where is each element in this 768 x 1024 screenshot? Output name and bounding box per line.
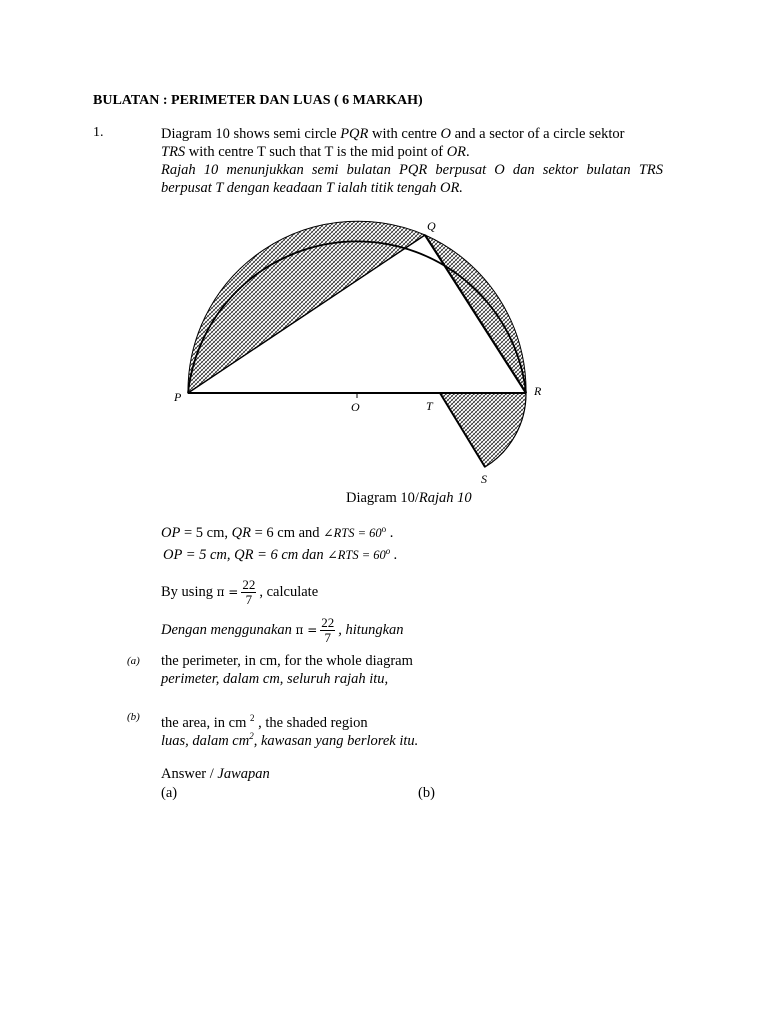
- intro-english: Diagram 10 shows semi circle PQR with centre O and a sector of a circle sektor TRS with centre T such that T is the mid point of OR.: [161, 126, 625, 160]
- intro-malay: Rajah 10 menunjukkan semi bulatan PQR berpusat O dan sektor bulatan TRS berpusat T dengan keadaan T ialah titik tengah OR.: [161, 162, 663, 196]
- shaded-sector-trs: [440, 393, 526, 467]
- answer-part-b: (b): [418, 785, 435, 801]
- given-malay: OP = 5 cm, QR = 6 cm dan ∠RTS = $60^o$ .: [163, 546, 398, 564]
- part-b-english: the area, in cm $^2$ , the shaded region: [161, 713, 368, 731]
- answer-part-a: (a): [161, 785, 178, 801]
- label-p: P: [174, 390, 182, 404]
- part-a-english: the perimeter, in cm, for the whole diagram: [161, 653, 413, 669]
- answer-label: Answer / Jawapan: [161, 766, 270, 782]
- pi-english: By using π = $\frac{22}{7}$ , calculate: [161, 577, 319, 607]
- label-t: T: [426, 399, 433, 413]
- part-b-malay: luas, dalam $cm^2$, kawasan yang berlorek itu.: [161, 731, 419, 749]
- radius-ts: [440, 393, 485, 467]
- label-r: R: [534, 384, 542, 398]
- question-number: 1.: [93, 125, 104, 140]
- given-english: OP = 5 cm, QR = 6 cm and ∠RTS = $60^o$ .: [161, 524, 394, 542]
- diagram-caption: Diagram 10/Rajah 10: [346, 490, 472, 506]
- semicircle-arc: [188, 241, 526, 393]
- page-heading: BULATAN : PERIMETER DAN LUAS ( 6 MARKAH): [93, 93, 423, 108]
- label-q: Q: [427, 219, 436, 233]
- label-s: S: [481, 472, 487, 486]
- chord-qr: [425, 235, 526, 393]
- label-o: O: [351, 400, 360, 414]
- part-a-malay: perimeter, dalam cm, seluruh rajah itu,: [161, 671, 389, 687]
- pi-malay: Dengan menggunakan π = $\frac{22}{7}$ , hitungkan: [161, 615, 404, 645]
- shaded-segment-pq: [188, 221, 425, 393]
- chord-pq: [188, 235, 425, 393]
- shaded-segment-qr: [425, 235, 526, 393]
- part-b-label: (b): [127, 711, 140, 723]
- part-a-label: (a): [127, 655, 140, 667]
